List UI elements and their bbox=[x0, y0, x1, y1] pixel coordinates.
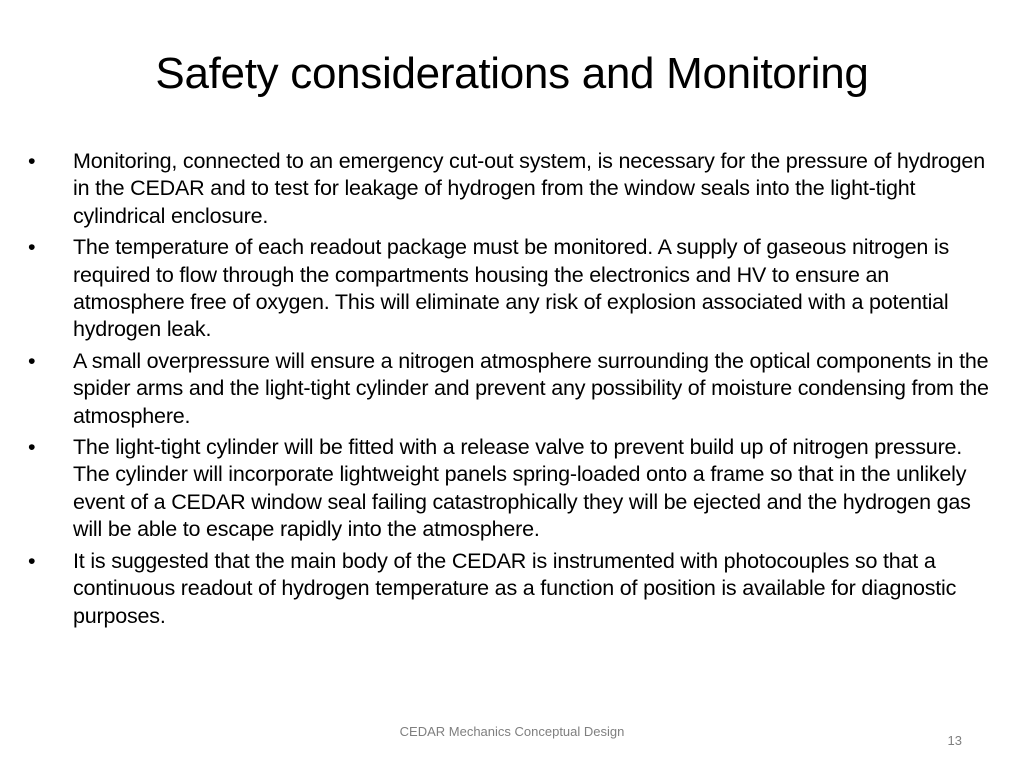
bullet-text: The light-tight cylinder will be fitted with a release valve to prevent build up of nitrogen pressure. The cylinder will incorporate lightweight panels spring-loaded onto a frame so that in the unlikely event of a CEDAR window seal failing catastrophically they will be ejected and the hydrogen gas will be able to escape rapidly into the atmosphere. bbox=[73, 435, 971, 542]
bullet-item-release-valve bbox=[28, 434, 1002, 544]
bullet-item-temperature bbox=[28, 234, 1002, 344]
bullet-icon: • bbox=[28, 548, 36, 573]
bullet-text: It is suggested that the main body of the CEDAR is instrumented with photocouples so that a continuous readout of hydrogen temperature as a function of position is available for diagnostic purposes. bbox=[73, 548, 957, 628]
slide-footer: CEDAR Mechanics Conceptual Design bbox=[399, 724, 625, 739]
bullet-icon: • bbox=[28, 235, 36, 260]
bullet-item-overpressure bbox=[28, 348, 1002, 430]
bullet-item-photocouples bbox=[28, 548, 1002, 630]
bullet-item-monitoring bbox=[28, 148, 1002, 230]
slide-title: Safety considerations and Monitoring bbox=[155, 49, 869, 98]
bullet-icon: • bbox=[28, 149, 36, 173]
bullet-icon: • bbox=[28, 435, 36, 460]
bullet-text: The temperature of each readout package must be monitored. A supply of gaseous nitrogen is required to flow through the compartments housing the electronics and HV to ensure an atmosphere free of oxygen. This will eliminate any risk of explosion associated with a potential hydrogen leak. bbox=[73, 235, 949, 342]
bullet-text: Monitoring, connected to an emergency cut-out system, is necessary for the pressure of hydrogen in the CEDAR and to test for leakage of hydrogen from the window seals into the light-tight cylindrical enclosure. bbox=[73, 149, 985, 228]
bullet-list bbox=[28, 148, 1002, 634]
bullet-icon: • bbox=[28, 348, 36, 373]
bullet-text: A small overpressure will ensure a nitrogen atmosphere surrounding the optical components in the spider arms and the light-tight cylinder and prevent any possibility of moisture condensing from the atmosphere. bbox=[73, 348, 989, 428]
page-number: 13 bbox=[947, 733, 962, 748]
